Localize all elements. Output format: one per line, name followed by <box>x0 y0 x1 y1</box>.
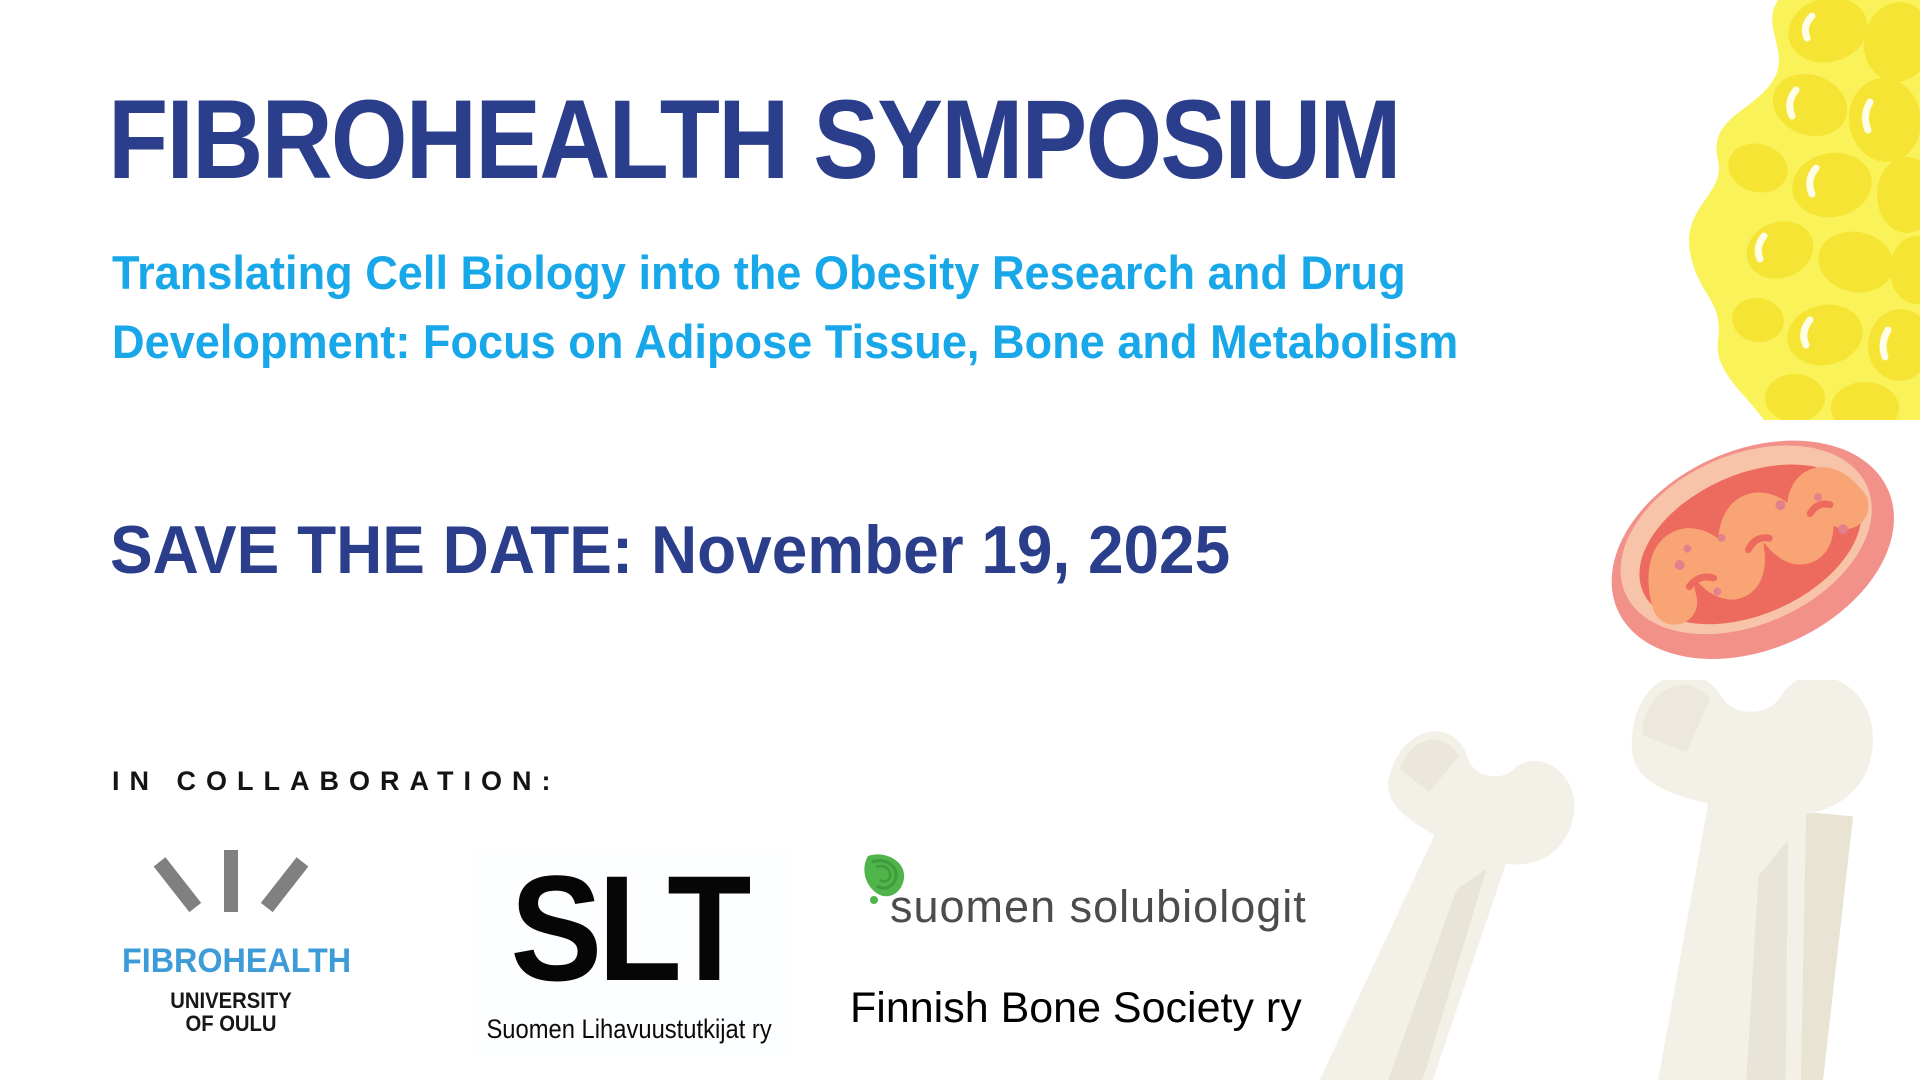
fibrohealth-org-line-1: UNIVERSITY <box>170 988 292 1013</box>
mitochondrion-illustration <box>1584 400 1920 696</box>
page-title: FIBROHEALTH SYMPOSIUM <box>108 77 1400 202</box>
slt-logo-caption: Suomen Lihavuustutkijat ry <box>486 1014 772 1044</box>
solubiologit-logo-name: suomen solubiologit <box>890 881 1307 932</box>
collaboration-heading: IN COLLABORATION: <box>112 766 561 796</box>
adipose-tissue-illustration <box>1660 0 1920 420</box>
solubiologit-logo <box>858 854 1328 938</box>
subtitle-line-1: Translating Cell Biology into the Obesity Research and Drug <box>112 246 1406 299</box>
subtitle-line-2: Development: Focus on Adipose Tissue, Bone and Metabolism <box>112 315 1459 369</box>
subtitle <box>112 238 1458 376</box>
slt-logo <box>470 844 788 1057</box>
fibrohealth-logo-name: FIBROHEALTH <box>122 942 352 980</box>
fibrohealth-rays-icon <box>146 850 316 930</box>
bones-illustration <box>1320 680 1920 1080</box>
bone-society-name: Finnish Bone Society ry <box>850 984 1302 1032</box>
fibrohealth-logo <box>116 850 352 1037</box>
slt-logo-abbr: SLT <box>510 844 748 1012</box>
save-the-date: SAVE THE DATE: November 19, 2025 <box>110 512 1231 588</box>
fibrohealth-org-line-2: OF OULU <box>185 1011 277 1037</box>
fibrohealth-logo-org <box>125 989 337 1036</box>
